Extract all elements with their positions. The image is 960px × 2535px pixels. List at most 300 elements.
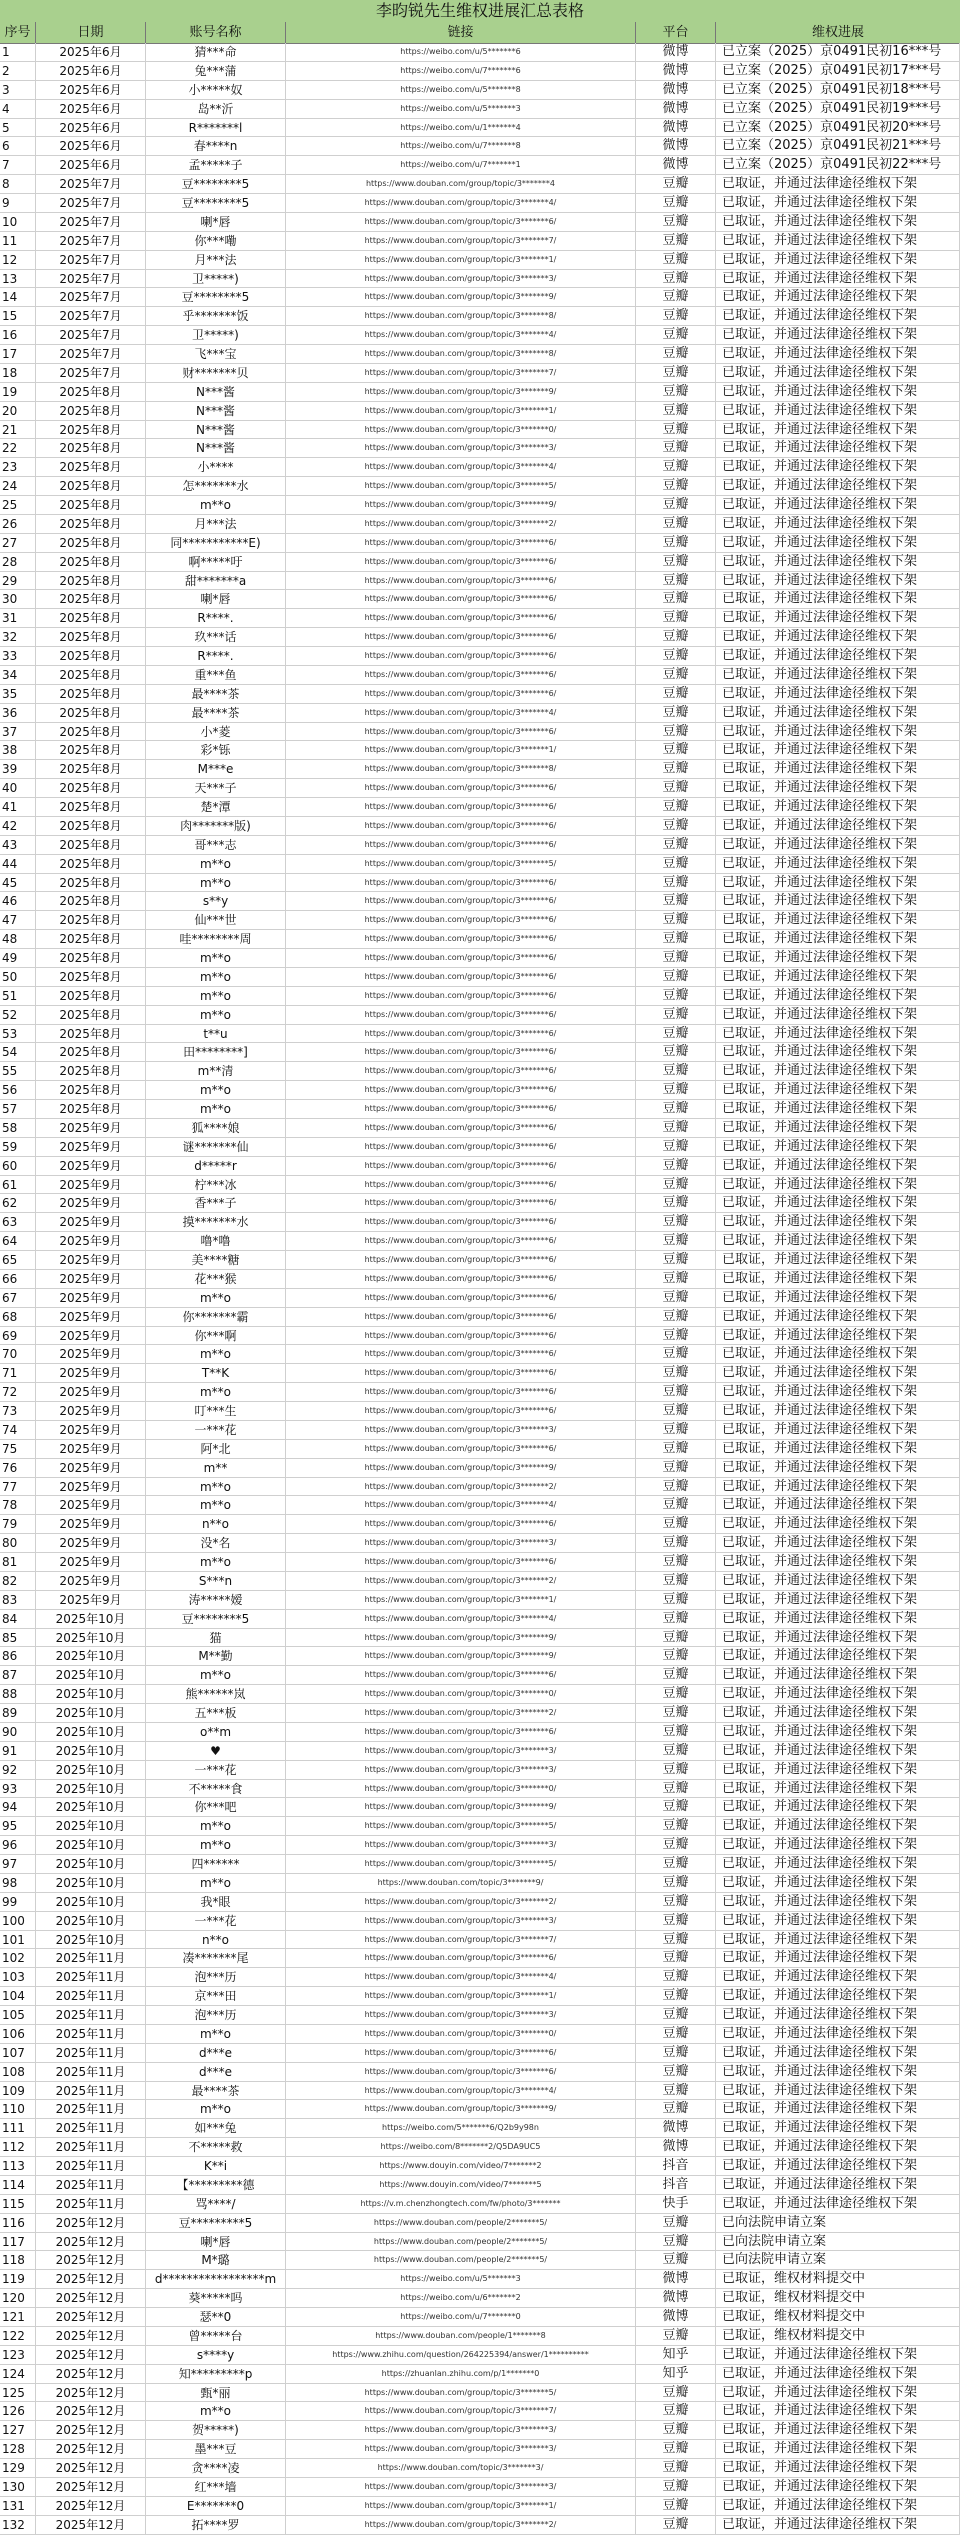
cell-index: 10 [0,213,36,231]
cell-link[interactable]: https://www.douban.com/group/topic/3*******6/ [286,987,636,1005]
cell-link[interactable]: https://www.douban.com/group/topic/3*******4/ [286,1968,636,1986]
cell-account: 摸*******水 [146,1213,286,1231]
cell-link[interactable]: https://www.douban.com/group/topic/3*******6/ [286,628,636,646]
cell-progress: 已取证，并通过法律途径维权下架 [716,1100,960,1118]
cell-link[interactable]: https://www.douban.com/group/topic/3*******6/ [286,1308,636,1326]
table-row [0,1176,960,1195]
cell-link[interactable]: https://www.zhihu.com/question/264225394/answer/1********** [286,2346,636,2364]
cell-index: 44 [0,855,36,873]
cell-link[interactable]: https://www.douban.com/group/topic/3*******6/ [286,1157,636,1175]
table-row [0,1496,960,1515]
cell-link[interactable]: https://www.douban.com/group/topic/3*******9/ [286,496,636,514]
cell-link[interactable]: https://www.douban.com/people/2*******5/ [286,2214,636,2232]
cell-link[interactable]: https://www.douban.com/group/topic/3*******6/ [286,1119,636,1137]
cell-link[interactable]: https://www.douban.com/group/topic/3*******3/ [286,1761,636,1779]
cell-link[interactable]: https://www.douban.com/group/topic/3*******0/ [286,2025,636,2043]
cell-platform: 豆瓣 [636,1119,716,1137]
cell-platform: 豆瓣 [636,1742,716,1760]
cell-progress: 已立案（2025）京0491民初19***号 [716,100,960,118]
cell-progress: 已取证，并通过法律途径维权下架 [716,1062,960,1080]
cell-progress: 已取证，并通过法律途径维权下架 [716,515,960,533]
cell-index: 9 [0,194,36,212]
cell-account: 一***花 [146,1761,286,1779]
cell-link[interactable]: https://www.douban.com/group/topic/3*******9/ [286,1647,636,1665]
cell-account: 小*****奴 [146,81,286,99]
cell-account: N***酱 [146,421,286,439]
cell-link[interactable]: https://www.douban.com/group/topic/3*******8/ [286,760,636,778]
cell-link[interactable]: https://www.douban.com/group/topic/3*******4/ [286,458,636,476]
cell-link[interactable]: https://www.douban.com/group/topic/3*******6/ [286,1006,636,1024]
cell-link[interactable]: https://www.douban.com/group/topic/3*******6/ [286,647,636,665]
cell-link[interactable]: https://www.douban.com/topic/3*******9/ [286,1874,636,1892]
cell-account: 红***墙 [146,2478,286,2496]
cell-platform: 豆瓣 [636,515,716,533]
cell-link[interactable]: https://www.douban.com/group/topic/3*******6/ [286,1062,636,1080]
cell-progress: 已取证，并通过法律途径维权下架 [716,1119,960,1137]
cell-account: M***e [146,760,286,778]
cell-progress: 已取证，并通过法律途径维权下架 [716,1232,960,1250]
cell-link[interactable]: https://www.douban.com/people/1*******8 [286,2327,636,2345]
cell-date: 2025年11月 [36,2082,146,2100]
cell-link[interactable]: https://weibo.com/u/5*******3 [286,100,636,118]
cell-link[interactable]: https://www.douban.com/group/topic/3*******4/ [286,326,636,344]
cell-link[interactable]: https://www.douban.com/group/topic/3*******2/ [286,2516,636,2534]
cell-link[interactable]: https://www.douban.com/group/topic/3*******6/ [286,1723,636,1741]
cell-link[interactable]: https://www.douban.com/group/topic/3*******7/ [286,364,636,382]
cell-account: 叮***生 [146,1402,286,1420]
cell-progress: 已取证，并通过法律途径维权下架 [716,1496,960,1514]
cell-link[interactable]: https://www.douban.com/group/topic/3*******6/ [286,1402,636,1420]
cell-link[interactable]: https://www.douban.com/group/topic/3*******8/ [286,345,636,363]
cell-link[interactable]: https://www.douban.com/group/topic/3*******6/ [286,1213,636,1231]
cell-link[interactable]: https://www.douban.com/group/topic/3*******6/ [286,817,636,835]
table-row [0,572,960,591]
cell-link[interactable]: https://www.douban.com/group/topic/3*******2/ [286,515,636,533]
cell-progress: 已取证，并通过法律途径维权下架 [716,609,960,627]
cell-date: 2025年8月 [36,817,146,835]
cell-link[interactable]: https://www.douban.com/group/topic/3*******6/ [286,1327,636,1345]
table-row [0,553,960,572]
cell-link[interactable]: https://www.douban.com/group/topic/3*******3/ [286,270,636,288]
table-row [0,647,960,666]
cell-link[interactable]: https://www.douban.com/group/topic/3*******6/ [286,1666,636,1684]
cell-progress: 已取证，并通过法律途径维权下架 [716,1666,960,1684]
table-row [0,1912,960,1931]
cell-platform: 豆瓣 [636,2006,716,2024]
cell-account: 田********] [146,1043,286,1061]
cell-index: 65 [0,1251,36,1269]
cell-link[interactable]: https://weibo.com/5*******6/Q2b9y98n [286,2119,636,2137]
cell-progress: 已取证，并通过法律途径维权下架 [716,2402,960,2420]
cell-link[interactable]: https://www.douban.com/group/topic/3*******3/ [286,1534,636,1552]
cell-progress: 已取证，并通过法律途径维权下架 [716,1138,960,1156]
cell-date: 2025年12月 [36,2440,146,2458]
cell-link[interactable]: https://www.douban.com/group/topic/3*******7/ [286,1931,636,1949]
table-row [0,666,960,685]
cell-link[interactable]: https://www.douban.com/group/topic/3*******6/ [286,1553,636,1571]
cell-index: 95 [0,1817,36,1835]
cell-link[interactable]: https://weibo.com/u/7*******8 [286,137,636,155]
cell-progress: 已取证，并通过法律途径维权下架 [716,2365,960,2383]
cell-link[interactable]: https://weibo.com/u/7*******6 [286,62,636,80]
cell-account: 卫*****) [146,270,286,288]
cell-account: d***e [146,2063,286,2081]
table-row [0,1949,960,1968]
cell-account: 贪****凌 [146,2459,286,2477]
cell-link[interactable]: https://www.douban.com/group/topic/3*******9/ [286,2100,636,2118]
cell-progress: 已取证，并通过法律途径维权下架 [716,2119,960,2137]
cell-progress: 已取证，并通过法律途径维权下架 [716,685,960,703]
cell-index: 92 [0,1761,36,1779]
cell-link[interactable]: https://www.douban.com/group/topic/3*******2/ [286,1893,636,1911]
cell-link[interactable]: https://www.douban.com/group/topic/3*******6/ [286,1515,636,1533]
cell-link[interactable]: https://www.douban.com/group/topic/3*******9/ [286,383,636,401]
cell-date: 2025年6月 [36,62,146,80]
table-row [0,1119,960,1138]
cell-link[interactable]: https://www.douban.com/group/topic/3*******3/ [286,1421,636,1439]
cell-platform: 豆瓣 [636,288,716,306]
cell-date: 2025年11月 [36,2195,146,2213]
cell-index: 48 [0,930,36,948]
cell-link[interactable]: https://www.douban.com/group/topic/3*******1/ [286,1591,636,1609]
cell-link[interactable]: https://www.douban.com/group/topic/3*******6/ [286,666,636,684]
cell-date: 2025年12月 [36,2384,146,2402]
cell-link[interactable]: https://www.douban.com/group/topic/3*******9/ [286,1798,636,1816]
cell-link[interactable]: https://www.douban.com/group/topic/3*******2/ [286,1704,636,1722]
cell-link[interactable]: https://www.douban.com/group/topic/3*******6/ [286,609,636,627]
cell-account: m**o [146,1100,286,1118]
cell-index: 67 [0,1289,36,1307]
cell-date: 2025年12月 [36,2421,146,2439]
cell-platform: 豆瓣 [636,1327,716,1345]
cell-progress: 已取证，并通过法律途径维权下架 [716,2421,960,2439]
table-row [0,1364,960,1383]
cell-link[interactable]: https://www.douban.com/group/topic/3*******7/ [286,232,636,250]
cell-account: d*****************m [146,2270,286,2288]
cell-progress: 已取证，并通过法律途径维权下架 [716,1006,960,1024]
table-row [0,1742,960,1761]
cell-index: 106 [0,2025,36,2043]
cell-platform: 豆瓣 [636,213,716,231]
cell-link[interactable]: https://www.douban.com/group/topic/3*******6/ [286,1232,636,1250]
cell-link[interactable]: https://weibo.com/u/5*******3 [286,2270,636,2288]
cell-progress: 已取证，并通过法律途径维权下架 [716,1798,960,1816]
cell-progress: 已取证，并通过法律途径维权下架 [716,1931,960,1949]
cell-account: 一***花 [146,1912,286,1930]
cell-link[interactable]: https://www.douban.com/group/topic/3*******6/ [286,2044,636,2062]
table-row [0,609,960,628]
cell-date: 2025年9月 [36,1232,146,1250]
cell-index: 58 [0,1119,36,1137]
cell-account: 孟*****子 [146,156,286,174]
cell-platform: 微博 [636,2289,716,2307]
cell-link[interactable]: https://weibo.com/u/7*******0 [286,2308,636,2326]
cell-link[interactable]: https://www.douban.com/group/topic/3*******3/ [286,2440,636,2458]
cell-index: 96 [0,1836,36,1854]
cell-link[interactable]: https://www.douban.com/group/topic/3*******6/ [286,1025,636,1043]
table-row [0,2270,960,2289]
cell-platform: 豆瓣 [636,1194,716,1212]
cell-progress: 已取证，并通过法律途径维权下架 [716,1647,960,1665]
cell-link[interactable]: https://www.douban.com/group/topic/3*******6/ [286,572,636,590]
cell-link[interactable]: https://www.douban.com/group/topic/3*******6/ [286,1251,636,1269]
cell-progress: 已取证，并通过法律途径维权下架 [716,2082,960,2100]
cell-date: 2025年8月 [36,1006,146,1024]
cell-link[interactable]: https://www.douban.com/group/topic/3*******5/ [286,2384,636,2402]
table-row [0,156,960,175]
cell-index: 97 [0,1855,36,1873]
table-row [0,1308,960,1327]
cell-progress: 已取证，并通过法律途径维权下架 [716,439,960,457]
header-date: 日期 [36,22,146,43]
cell-account: 春****n [146,137,286,155]
cell-account: 猜***命 [146,43,286,61]
cell-index: 117 [0,2233,36,2251]
cell-link[interactable]: https://www.douban.com/group/topic/3*******1/ [286,402,636,420]
cell-date: 2025年10月 [36,1893,146,1911]
cell-link[interactable]: https://www.douban.com/group/topic/3*******4/ [286,2082,636,2100]
cell-link[interactable]: https://www.douban.com/group/topic/3*******6/ [286,1081,636,1099]
cell-progress: 已取证，并通过法律途径维权下架 [716,760,960,778]
cell-link[interactable]: https://www.douban.com/group/topic/3*******6/ [286,836,636,854]
cell-platform: 豆瓣 [636,1610,716,1628]
cell-link[interactable]: https://www.douban.com/topic/3*******3/ [286,2459,636,2477]
cell-link[interactable]: https://www.douban.com/group/topic/3*******6/ [286,213,636,231]
cell-link[interactable]: https://www.douban.com/group/topic/3*******9/ [286,1459,636,1477]
cell-link[interactable]: https://www.douban.com/group/topic/3*******6/ [286,1440,636,1458]
cell-link[interactable]: https://www.douban.com/group/topic/3*******6/ [286,1194,636,1212]
cell-link[interactable]: https://www.douban.com/group/topic/3*******0/ [286,1685,636,1703]
cell-account: 最****茶 [146,704,286,722]
cell-account: m**o [146,1836,286,1854]
table-row [0,949,960,968]
cell-index: 38 [0,741,36,759]
cell-progress: 已取证，并通过法律途径维权下架 [716,1987,960,2005]
cell-progress: 已取证，并通过法律途径维权下架 [716,383,960,401]
cell-link[interactable]: https://www.douban.com/people/2*******5/ [286,2233,636,2251]
cell-date: 2025年9月 [36,1421,146,1439]
cell-platform: 豆瓣 [636,1308,716,1326]
cell-link[interactable]: https://www.douban.com/group/topic/3*******1/ [286,251,636,269]
cell-date: 2025年8月 [36,515,146,533]
cell-platform: 豆瓣 [636,704,716,722]
table-row [0,1874,960,1893]
cell-link[interactable]: https://www.douban.com/group/topic/3*******7/ [286,2402,636,2420]
cell-progress: 已取证，并通过法律途径维权下架 [716,666,960,684]
table-row [0,307,960,326]
table-row [0,2459,960,2478]
cell-link[interactable]: https://www.douban.com/group/topic/3*******0/ [286,421,636,439]
cell-link[interactable]: https://www.douban.com/group/topic/3*******6/ [286,685,636,703]
table-body [0,43,960,2535]
cell-account: ♥ [146,1742,286,1760]
cell-account: n**o [146,1515,286,1533]
cell-account: 我*眼 [146,1893,286,1911]
cell-link[interactable]: https://zhuanlan.zhihu.com/p/1*******0 [286,2365,636,2383]
cell-index: 23 [0,458,36,476]
cell-account: 兔***蒲 [146,62,286,80]
table-row [0,1402,960,1421]
cell-link[interactable]: https://www.douban.com/group/topic/3*******3/ [286,1836,636,1854]
cell-progress: 已取证，并通过法律途径维权下架 [716,2459,960,2477]
cell-progress: 已取证，并通过法律途径维权下架 [716,1893,960,1911]
cell-progress: 已取证，并通过法律途径维权下架 [716,477,960,495]
cell-platform: 豆瓣 [636,1043,716,1061]
cell-link[interactable]: https://www.douban.com/group/topic/3*******3/ [286,2006,636,2024]
cell-link[interactable]: https://www.douban.com/group/topic/3*******6/ [286,1138,636,1156]
cell-link[interactable]: https://www.douban.com/group/topic/3*******4/ [286,1610,636,1628]
cell-progress: 已取证，并通过法律途径维权下架 [716,1780,960,1798]
cell-account: d***e [146,2044,286,2062]
cell-progress: 已立案（2025）京0491民初18***号 [716,81,960,99]
cell-index: 84 [0,1610,36,1628]
cell-link[interactable]: https://www.douyin.com/video/7*******5 [286,2176,636,2194]
cell-link[interactable]: https://www.douban.com/group/topic/3*******1/ [286,1987,636,2005]
cell-link[interactable]: https://www.douban.com/group/topic/3*******2/ [286,1478,636,1496]
cell-account: 你***嘞 [146,232,286,250]
cell-link[interactable]: https://www.douban.com/group/topic/3*******8/ [286,307,636,325]
cell-link[interactable]: https://www.douban.com/group/topic/3*******6/ [286,1176,636,1194]
cell-link[interactable]: https://www.douban.com/group/topic/3*******6/ [286,1949,636,1967]
cell-account: 不*****食 [146,1780,286,1798]
cell-link[interactable]: https://weibo.com/u/7*******1 [286,156,636,174]
cell-platform: 豆瓣 [636,458,716,476]
cell-link[interactable]: https://www.douban.com/group/topic/3*******6/ [286,930,636,948]
cell-index: 30 [0,590,36,608]
cell-platform: 豆瓣 [636,1421,716,1439]
cell-link[interactable]: https://www.douban.com/group/topic/3*******6/ [286,949,636,967]
cell-link[interactable]: https://www.douban.com/group/topic/3*******2/ [286,1572,636,1590]
cell-link[interactable]: https://www.douban.com/group/topic/3*******6/ [286,534,636,552]
cell-link[interactable]: https://www.douban.com/group/topic/3*******4/ [286,194,636,212]
table-row [0,1629,960,1648]
cell-link[interactable]: https://www.douban.com/group/topic/3*******6/ [286,968,636,986]
cell-date: 2025年8月 [36,477,146,495]
cell-index: 83 [0,1591,36,1609]
cell-link[interactable]: https://www.douban.com/group/topic/3*******1/ [286,2497,636,2515]
cell-link[interactable]: https://www.douban.com/group/topic/3*******9/ [286,288,636,306]
cell-link[interactable]: https://www.douban.com/group/topic/3*******6/ [286,892,636,910]
cell-link[interactable]: https://www.douban.com/group/topic/3*******5/ [286,1817,636,1835]
cell-account: M**勤 [146,1647,286,1665]
cell-account: m**o [146,1817,286,1835]
cell-link[interactable]: https://www.douban.com/group/topic/3*******6/ [286,2063,636,2081]
table-row [0,1440,960,1459]
cell-link[interactable]: https://www.douban.com/group/topic/3*******0/ [286,1780,636,1798]
cell-date: 2025年8月 [36,798,146,816]
cell-link[interactable]: https://www.douban.com/group/topic/3*******6/ [286,1345,636,1363]
cell-link[interactable]: https://www.douban.com/group/topic/3*******5/ [286,477,636,495]
cell-link[interactable]: https://www.douban.com/group/topic/3*******6/ [286,553,636,571]
cell-link[interactable]: https://www.douban.com/people/2*******5/ [286,2251,636,2269]
cell-link[interactable]: https://www.douban.com/group/topic/3*******3/ [286,439,636,457]
cell-account: R****. [146,647,286,665]
cell-link[interactable]: https://www.douban.com/group/topic/3*******9/ [286,1629,636,1647]
cell-link[interactable]: https://weibo.com/u/6*******2 [286,2289,636,2307]
cell-link[interactable]: https://weibo.com/u/5*******8 [286,81,636,99]
cell-link[interactable]: https://weibo.com/8*******2/Q5DA9UC5 [286,2138,636,2156]
cell-link[interactable]: https://www.douban.com/group/topic/3*******6/ [286,798,636,816]
cell-link[interactable]: https://www.douban.com/group/topic/3*******6/ [286,590,636,608]
cell-progress: 已取证，并通过法律途径维权下架 [716,270,960,288]
cell-progress: 已取证，并通过法律途径维权下架 [716,232,960,250]
cell-platform: 微博 [636,2119,716,2137]
cell-link[interactable]: https://www.douban.com/group/topic/3*******6/ [286,779,636,797]
cell-account: 熊******岚 [146,1685,286,1703]
table-row [0,2384,960,2403]
table-row [0,62,960,81]
cell-index: 98 [0,1874,36,1892]
cell-link[interactable]: https://www.douban.com/group/topic/3*******4/ [286,1496,636,1514]
cell-link[interactable]: https://www.douban.com/group/topic/3*******4 [286,175,636,193]
cell-date: 2025年9月 [36,1553,146,1571]
cell-platform: 豆瓣 [636,911,716,929]
header-platform: 平台 [636,22,716,43]
cell-date: 2025年8月 [36,383,146,401]
cell-account: 曾*****台 [146,2327,286,2345]
cell-link[interactable]: https://www.douban.com/group/topic/3*******3/ [286,1912,636,1930]
cell-date: 2025年7月 [36,194,146,212]
cell-link[interactable]: https://www.douyin.com/video/7*******2 [286,2157,636,2175]
cell-progress: 已取证，并通过法律途径维权下架 [716,874,960,892]
cell-progress: 已取证，并通过法律途径维权下架 [716,1478,960,1496]
table-row [0,855,960,874]
cell-link[interactable]: https://www.douban.com/group/topic/3*******6/ [286,1270,636,1288]
cell-link[interactable]: https://www.douban.com/group/topic/3*******6/ [286,723,636,741]
cell-date: 2025年10月 [36,1855,146,1873]
cell-link[interactable]: https://www.douban.com/group/topic/3*******6/ [286,1100,636,1118]
cell-date: 2025年12月 [36,2327,146,2345]
cell-index: 79 [0,1515,36,1533]
cell-link[interactable]: https://www.douban.com/group/topic/3*******5/ [286,1855,636,1873]
cell-account: 墨***豆 [146,2440,286,2458]
cell-link[interactable]: https://www.douban.com/group/topic/3*******6/ [286,1289,636,1307]
cell-link[interactable]: https://www.douban.com/group/topic/3*******6/ [286,911,636,929]
cell-date: 2025年11月 [36,1987,146,2005]
cell-link[interactable]: https://www.douban.com/group/topic/3*******6/ [286,1383,636,1401]
cell-date: 2025年9月 [36,1194,146,1212]
cell-link[interactable]: https://www.douban.com/group/topic/3*******3/ [286,2421,636,2439]
cell-account: 飞***宝 [146,345,286,363]
cell-account: 狐****娘 [146,1119,286,1137]
cell-link[interactable]: https://weibo.com/u/1*******4 [286,119,636,137]
cell-date: 2025年9月 [36,1138,146,1156]
cell-link[interactable]: https://www.douban.com/group/topic/3*******6/ [286,1364,636,1382]
cell-link[interactable]: https://www.douban.com/group/topic/3*******3/ [286,1742,636,1760]
cell-platform: 豆瓣 [636,1836,716,1854]
cell-link[interactable]: https://www.douban.com/group/topic/3*******4/ [286,704,636,722]
cell-progress: 已取证，并通过法律途径维权下架 [716,421,960,439]
cell-platform: 豆瓣 [636,2251,716,2269]
table-row [0,213,960,232]
cell-link[interactable]: https://weibo.com/u/5*******6 [286,43,636,61]
cell-account: 如***兔 [146,2119,286,2137]
cell-index: 4 [0,100,36,118]
cell-account: R*******l [146,119,286,137]
cell-account: 肉*******版) [146,817,286,835]
cell-account: 玖***话 [146,628,286,646]
cell-link[interactable]: https://www.douban.com/group/topic/3*******6/ [286,1043,636,1061]
cell-link[interactable]: https://v.m.chenzhongtech.com/fw/photo/3******* [286,2195,636,2213]
cell-platform: 豆瓣 [636,2327,716,2345]
cell-link[interactable]: https://www.douban.com/group/topic/3*******3/ [286,2478,636,2496]
cell-link[interactable]: https://www.douban.com/group/topic/3*******6/ [286,874,636,892]
cell-link[interactable]: https://www.douban.com/group/topic/3*******1/ [286,741,636,759]
cell-index: 107 [0,2044,36,2062]
cell-index: 25 [0,496,36,514]
cell-link[interactable]: https://www.douban.com/group/topic/3*******5/ [286,855,636,873]
cell-platform: 豆瓣 [636,987,716,1005]
